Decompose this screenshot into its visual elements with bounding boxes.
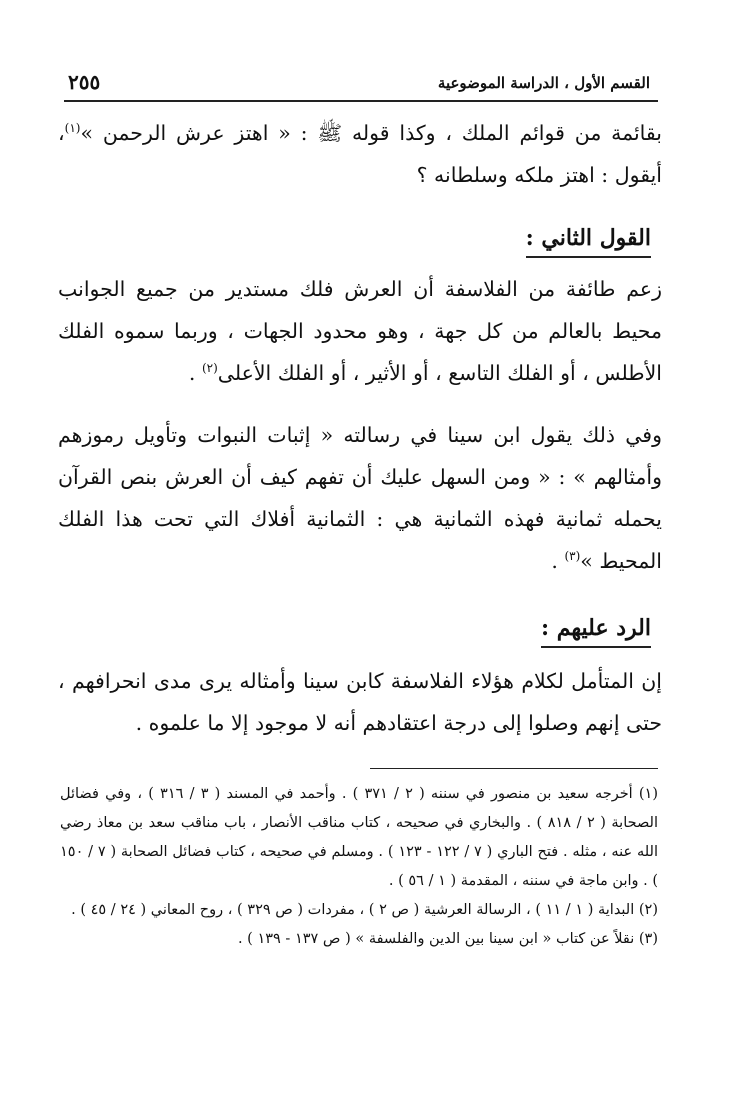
footnotes xyxy=(60,780,658,954)
paragraph-3-text: وفي ذلك يقول ابن سينا في رسالته « إثبات النبوات وتأويل رموزهم وأمثالهم » : « ومن السهل عليك أن تفهم كيف أن العرش بنص القرآن يحمله ثمانية فهذه الثمانية هي : الثمانية أفلاك التي تحت هذا الفلك المحيط » xyxy=(58,423,662,573)
footnote-1: (١) أخرجه سعيد بن منصور في سننه ( ٢ / ٣٧١ ) . وأحمد في المسند ( ٣ / ٣١٦ ) ، وفي فضائل الصحابة ( ٢ / ٨١٨ ) . والبخاري في صحيحه ، كتاب مناقب الأنصار ، باب مناقب سعد بن معاذ رضي الله عنه ، مثله . فتح الباري ( ٧ / ١٢٢ - ١٢٣ ) . ومسلم في صحيحه ، كتاب فضائل الصحابة ( ٧ / ١٥٠ ) . وابن ماجة في سننه ، المقدمة ( ١ / ٥٦ ) . xyxy=(60,786,659,889)
running-title: القسم الأول ، الدراسة الموضوعية xyxy=(437,74,650,92)
paragraph-1 xyxy=(58,112,662,196)
header-rule xyxy=(64,100,658,102)
paragraph-2-tail: . xyxy=(188,361,202,385)
paragraph-3 xyxy=(58,414,662,582)
paragraph-1-text: بقائمة من قوائم الملك ، وكذا قوله ﷺ : « اهتز عرش الرحمن » xyxy=(80,121,662,145)
paragraph-2-text: زعم طائفة من الفلاسفة أن العرش فلك مستدير من جميع الجوانب محيط بالعالم من كل جهة ، وهو محدود الجهات ، وربما سموه الفلك الأطلس ، أو الفلك التاسع ، أو الأثير ، أو الفلك الأعلى xyxy=(58,277,662,385)
page-header xyxy=(64,70,654,96)
paragraph-4 xyxy=(58,660,662,744)
footnote-2: (٢) البداية ( ١ / ١١ ) ، الرسالة العرشية ( ص ٢ ) ، مفردات ( ص ٣٢٩ ) ، روح المعاني ( ٢٤ / ٤٥ ) . xyxy=(71,902,658,918)
paragraph-2 xyxy=(58,268,662,394)
paragraph-4-text: إن المتأمل لكلام هؤلاء الفلاسفة كابن سينا وأمثاله يرى مدى انحرافهم ، حتى إنهم وصلوا إلى درجة اعتقادهم أنه لا موجود إلا ما علموه . xyxy=(58,669,662,735)
footnote-ref-2: (٢) xyxy=(201,361,218,376)
section-heading-refutation: الرد عليهم : xyxy=(541,612,651,648)
paragraph-3-tail: . xyxy=(551,549,565,573)
footnote-separator xyxy=(370,768,658,769)
page-number: ٢٥٥ xyxy=(68,70,101,94)
footnote-ref-1: (١) xyxy=(64,121,81,136)
section-heading-second-view: القول الثاني : xyxy=(526,222,651,258)
footnote-3: (٣) نقلاً عن كتاب « ابن سينا بين الدين والفلسفة » ( ص ١٣٧ - ١٣٩ ) . xyxy=(237,931,658,947)
paragraph-1-tail: ، أيقول : اهتز ملكه وسلطانه ؟ xyxy=(58,121,662,187)
footnote-ref-3: (٣) xyxy=(564,549,581,564)
